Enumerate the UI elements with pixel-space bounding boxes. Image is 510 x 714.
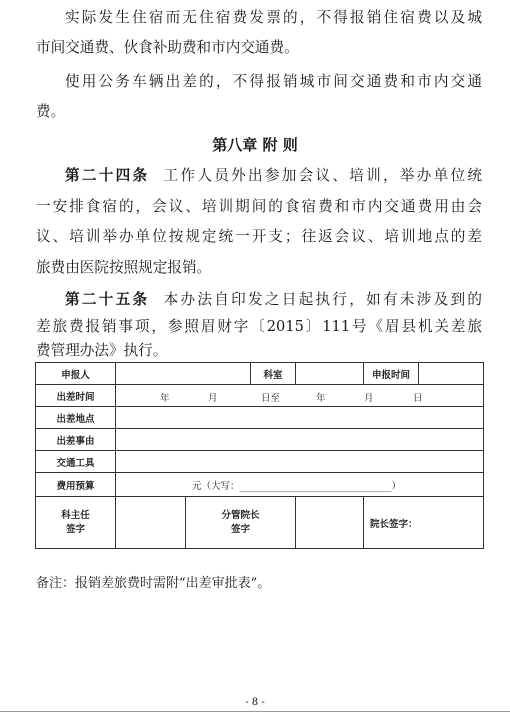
apply-time-field[interactable]: [419, 363, 484, 385]
budget-label: 费用预算: [36, 473, 116, 497]
travel-application-form: [35, 362, 484, 549]
paragraph-line: 费。: [36, 103, 66, 120]
section-chief-signature[interactable]: [116, 497, 186, 549]
applicant-label: 申报人: [36, 363, 116, 385]
section-chief-label-line: 科主任: [61, 509, 90, 521]
transport-label: 交通工具: [36, 451, 116, 473]
day-label-2: 日: [413, 393, 423, 404]
page-bottom-rule: [0, 711, 510, 712]
budget-field[interactable]: 元（大写：________________________________）: [116, 473, 484, 497]
reason-label: 出差事由: [36, 429, 116, 451]
footnote: 备注：报销差旅费时需附“出差审批表”。: [36, 576, 271, 591]
section-chief-label-line: 签字: [65, 523, 85, 535]
section-chief-label: [36, 497, 116, 549]
trip-time-label: 出差时间: [36, 385, 116, 407]
vice-dean-label: [186, 497, 296, 549]
vice-dean-label-line: 签字: [230, 523, 250, 535]
article-25-line-1: [36, 288, 482, 312]
reason-field[interactable]: [116, 429, 484, 451]
year-label: 年: [160, 393, 170, 404]
paragraph-line: 市间交通费、伙食补助费和市内交通费。: [36, 39, 299, 56]
article-24-text: 工作人员外出参加会议、培训，举办单位统: [161, 167, 482, 184]
article-25-title: 第二十五条: [65, 291, 150, 308]
month-label-2: 月: [364, 393, 374, 404]
paragraph-line: 费管理办法》执行。: [36, 342, 168, 359]
paragraph-line: 一安排食宿的，会议、培训期间的食宿费和市内交通费用由会: [36, 198, 482, 215]
vice-dean-signature[interactable]: [296, 497, 364, 549]
page-number: - 8 -: [245, 697, 265, 708]
paragraph-line: 议、培训举办单位按规定统一开支；往返会议、培训地点的差: [36, 228, 482, 245]
trip-time-field[interactable]: [116, 385, 484, 407]
location-field[interactable]: [116, 407, 484, 429]
month-label: 月: [208, 393, 218, 404]
day-to-label: 日至: [261, 393, 281, 404]
article-24-title: 第二十四条: [65, 167, 150, 184]
chapter-heading: 第八章 附 则: [212, 136, 298, 154]
paragraph-line: 实际发生住宿而无住宿费发票的，不得报销住宿费以及城: [65, 9, 482, 26]
article-24-line-1: [36, 164, 482, 188]
department-field[interactable]: [296, 363, 364, 385]
article-25-text: 本办法自印发之日起执行，如有未涉及到的: [161, 291, 482, 308]
department-label: 科室: [251, 363, 296, 385]
paragraph-line: 差旅费报销事项，参照眉财字〔2015〕111号《眉县机关差旅: [36, 318, 482, 335]
transport-field[interactable]: [116, 451, 484, 473]
paragraph-line: 使用公务车辆出差的，不得报销城市间交通费和市内交通: [65, 73, 482, 90]
location-label: 出差地点: [36, 407, 116, 429]
dean-signature-field[interactable]: 院长签字：: [364, 497, 484, 549]
apply-time-label: 申报时间: [364, 363, 419, 385]
year-label-2: 年: [316, 393, 326, 404]
applicant-field[interactable]: [116, 363, 251, 385]
paragraph-line: 旅费由医院按照规定报销。: [36, 259, 212, 276]
vice-dean-label-line: 分管院长: [221, 509, 260, 521]
